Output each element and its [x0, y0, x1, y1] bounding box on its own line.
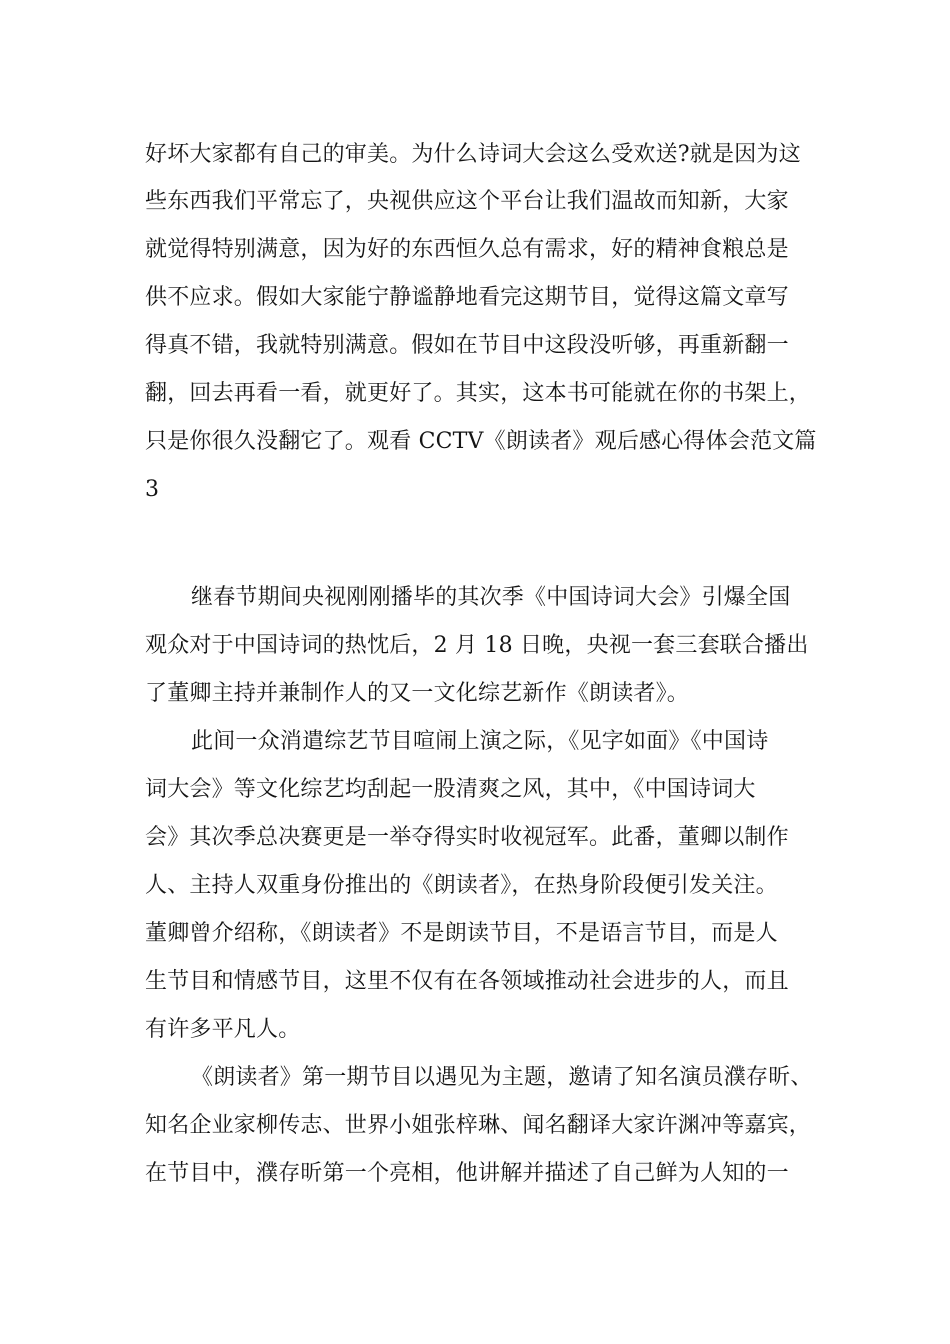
text-line: 在节目中，濮存昕第一个亮相，他讲解并描述了自己鲜为人知的一 — [145, 1161, 789, 1186]
paragraph-start-line: 继春节期间央视刚刚播毕的其次季《中国诗词大会》引爆全国 — [191, 585, 791, 610]
text-line: 词大会》等文化综艺均刮起一股清爽之风，其中，《中国诗词大 — [145, 777, 756, 802]
text-line: 翻，回去再看一看，就更好了。其实，这本书可能就在你的书架上， — [145, 381, 812, 406]
text-line: 了董卿主持并兼制作人的又一文化综艺新作《朗读者》。 — [145, 681, 690, 706]
text-line: 3 — [145, 477, 160, 502]
text-line: 供不应求。假如大家能宁静谧静地看完这期节目，觉得这篇文章写 — [145, 285, 789, 310]
text-line: 得真不错，我就特别满意。假如在节目中这段没听够，再重新翻一 — [145, 333, 789, 358]
paragraph-start-line: 《朗读者》第一期节目以遇见为主题，邀请了知名演员濮存昕、 — [191, 1065, 813, 1090]
text-line: 知名企业家柳传志、世界小姐张梓琳、闻名翻译大家许渊冲等嘉宾， — [145, 1113, 812, 1138]
text-line: 观众对于中国诗词的热忱后，2 月 18 日晚，央视一套三套联合播出 — [145, 633, 809, 658]
text-line: 就觉得特别满意，因为好的东西恒久总有需求，好的精神食粮总是 — [145, 237, 789, 262]
text-line: 些东西我们平常忘了，央视供应这个平台让我们温故而知新，大家 — [145, 189, 789, 214]
text-line: 生节目和情感节目，这里不仅有在各领域推动社会进步的人，而且 — [145, 969, 789, 994]
text-line: 只是你很久没翻它了。观看 CCTV《朗读者》观后感心得体会范文篇 — [145, 429, 817, 454]
paragraph-start-line: 此间一众消遣综艺节目喧闹上演之际，《见字如面》《中国诗 — [191, 729, 769, 754]
text-line: 有许多平凡人。 — [145, 1017, 301, 1042]
text-line: 人、主持人双重身份推出的《朗读者》，在热身阶段便引发关注。 — [145, 873, 778, 898]
text-line: 会》其次季总决赛更是一举夺得实时收视冠军。此番，董卿以制作 — [145, 825, 789, 850]
text-line: 董卿曾介绍称，《朗读者》不是朗读节目，不是语言节目，而是人 — [145, 921, 778, 946]
text-line: 好坏大家都有自己的审美。为什么诗词大会这么受欢送?就是因为这 — [145, 142, 801, 167]
